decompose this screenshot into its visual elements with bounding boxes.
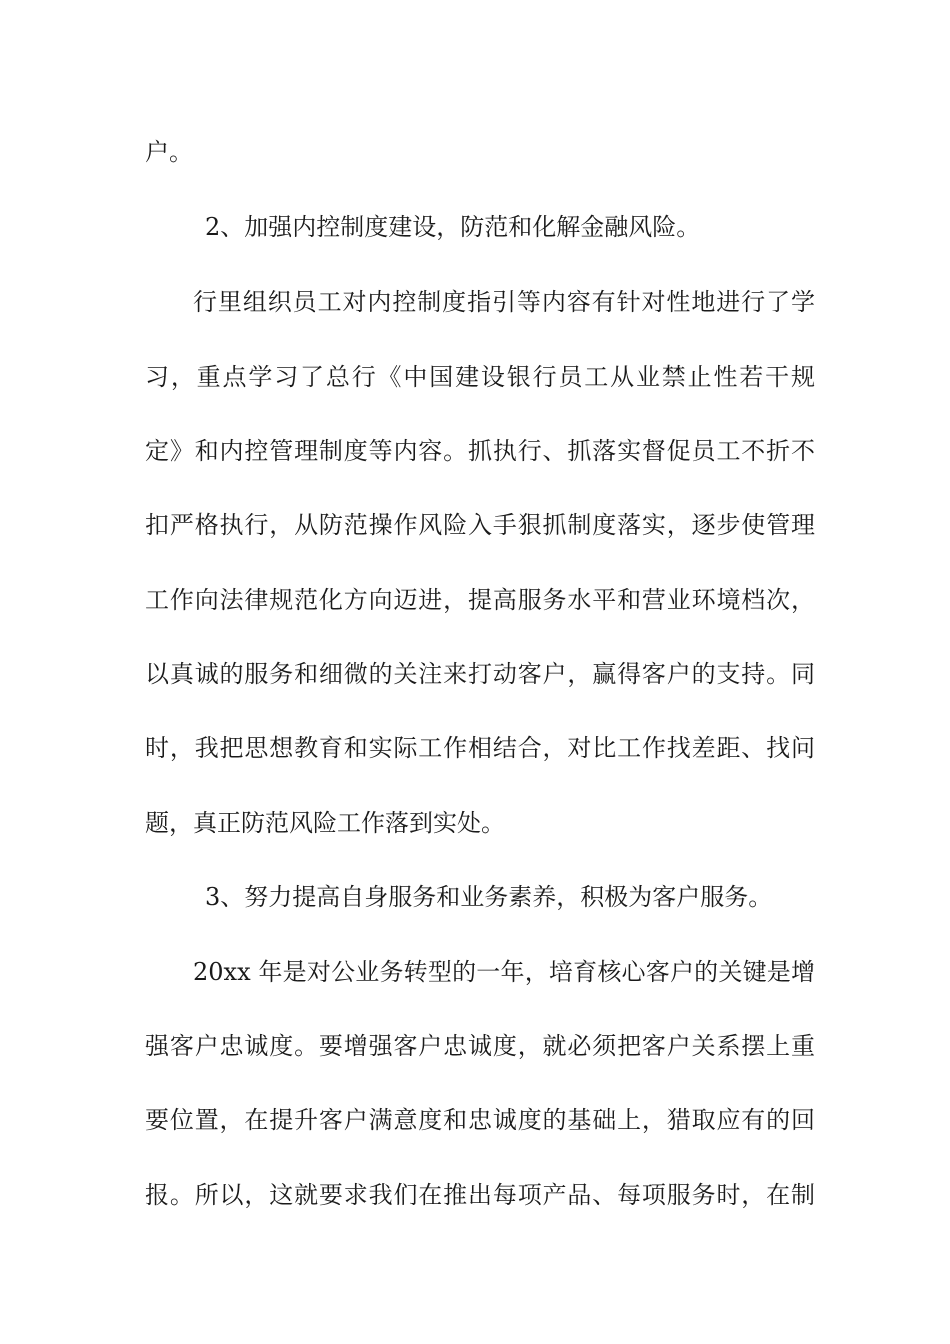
paragraph-line: 报。所以，这就要求我们在推出每项产品、每项服务时，在制 xyxy=(145,1181,815,1209)
section-heading-3: 3、努力提高自身服务和业务素养，积极为客户服务。 xyxy=(205,883,773,911)
paragraph-line: 行里组织员工对内控制度指引等内容有针对性地进行了学 xyxy=(193,288,815,316)
paragraph-line: 20xx 年是对公业务转型的一年，培育核心客户的关键是增 xyxy=(193,958,815,986)
paragraph-line: 要位置，在提升客户满意度和忠诚度的基础上，猎取应有的回 xyxy=(145,1106,815,1134)
paragraph-line: 扣严格执行，从防范操作风险入手狠抓制度落实，逐步使管理 xyxy=(145,511,815,539)
section-heading-2: 2、加强内控制度建设，防范和化解金融风险。 xyxy=(205,213,701,241)
paragraph-line: 定》和内控管理制度等内容。抓执行、抓落实督促员工不折不 xyxy=(145,437,815,465)
paragraph-line: 时，我把思想教育和实际工作相结合，对比工作找差距、找问 xyxy=(145,734,815,762)
paragraph-line: 题，真正防范风险工作落到实处。 xyxy=(145,809,505,837)
paragraph-line: 习，重点学习了总行《中国建设银行员工从业禁止性若干规 xyxy=(145,363,815,391)
paragraph-line: 工作向法律规范化方向迈进，提高服务水平和营业环境档次， xyxy=(145,586,815,614)
paragraph-line: 以真诚的服务和细微的关注来打动客户，赢得客户的支持。同 xyxy=(145,660,815,688)
paragraph-line: 强客户忠诚度。要增强客户忠诚度，就必须把客户关系摆上重 xyxy=(145,1032,815,1060)
text-line-continuation: 户。 xyxy=(145,138,193,166)
